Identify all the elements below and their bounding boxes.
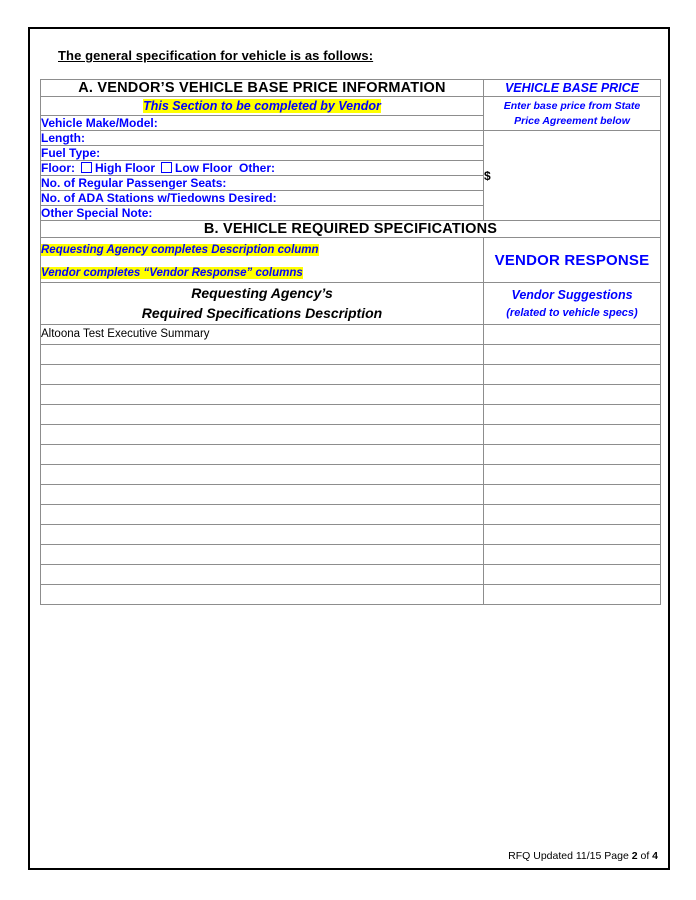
spec-description-cell[interactable]	[41, 444, 484, 464]
table-row	[41, 424, 661, 444]
spec-description-cell[interactable]	[41, 364, 484, 384]
spec-description-cell[interactable]	[41, 484, 484, 504]
label-low-floor: Low Floor	[175, 161, 233, 175]
vendor-response-cell[interactable]	[484, 564, 661, 584]
table-row	[41, 324, 661, 344]
footer-prefix: RFQ Updated 11/15 Page	[508, 850, 632, 862]
vendor-suggestions-column-header	[484, 283, 661, 325]
instruction-line-2: Vendor completes “Vendor Response” columns	[41, 267, 303, 279]
spec-description-cell[interactable]	[41, 504, 484, 524]
page-footer	[508, 850, 658, 862]
spec-description-cell[interactable]	[41, 464, 484, 484]
price-instruction-line-1: Enter base price from State	[503, 100, 641, 113]
vendor-response-cell[interactable]	[484, 324, 661, 344]
vendor-response-cell[interactable]	[484, 344, 661, 364]
table-row	[41, 564, 661, 584]
label-length[interactable]: Length:	[41, 131, 484, 146]
floor-options-cell	[41, 161, 484, 176]
spec-description-cell[interactable]	[41, 344, 484, 364]
description-column-header	[41, 283, 484, 325]
table-row	[41, 344, 661, 364]
label-fuel-type[interactable]: Fuel Type:	[41, 146, 484, 161]
instruction-line-1-wrap	[41, 240, 483, 258]
vendor-response-cell[interactable]	[484, 404, 661, 424]
section-b-instruction-row	[41, 238, 661, 283]
description-header-line-2: Required Specifications Description	[141, 305, 383, 322]
base-price-entry-cell[interactable]	[484, 131, 661, 221]
spec-description-cell[interactable]	[41, 404, 484, 424]
vendor-response-cell[interactable]	[484, 544, 661, 564]
footer-page-number: 2	[631, 850, 638, 862]
vendor-note-cell	[41, 97, 484, 116]
spec-description-cell[interactable]	[41, 584, 484, 604]
section-b-title: B. VEHICLE REQUIRED SPECIFICATIONS	[41, 221, 661, 238]
instruction-line-1: Requesting Agency completes Description column	[41, 244, 319, 256]
table-row	[41, 584, 661, 604]
label-ada-stations[interactable]: No. of ADA Stations w/Tiedowns Desired:	[41, 191, 484, 206]
price-instruction-line-2: Price Agreement below	[514, 114, 630, 127]
vendor-suggestions-title: Vendor Suggestions	[511, 287, 633, 302]
table-row	[41, 384, 661, 404]
footer-middle: of	[637, 850, 653, 862]
vendor-response-cell[interactable]	[484, 584, 661, 604]
instruction-line-2-wrap	[41, 263, 483, 281]
document-page	[28, 27, 670, 870]
vehicle-base-price-title: VEHICLE BASE PRICE	[484, 80, 661, 97]
spec-description-cell[interactable]	[41, 564, 484, 584]
checkbox-low-floor[interactable]	[161, 162, 172, 173]
vendor-response-cell[interactable]	[484, 504, 661, 524]
section-b-column-header-row	[41, 283, 661, 325]
vendor-response-cell[interactable]	[484, 484, 661, 504]
table-row	[41, 444, 661, 464]
price-instruction-cell	[484, 97, 661, 131]
footer-total-pages: 4	[652, 850, 658, 862]
vendor-response-cell[interactable]	[484, 364, 661, 384]
label-high-floor: High Floor	[95, 161, 155, 175]
section-b-instructions-cell	[41, 238, 484, 283]
spec-description-cell[interactable]: Altoona Test Executive Summary	[41, 324, 484, 344]
vendor-response-cell[interactable]	[484, 464, 661, 484]
spec-description-cell[interactable]	[41, 524, 484, 544]
label-other-special-note[interactable]: Other Special Note:	[41, 206, 484, 221]
table-row	[41, 524, 661, 544]
section-b-heading-row	[41, 221, 661, 238]
table-row	[41, 364, 661, 384]
vendor-response-cell[interactable]	[484, 524, 661, 544]
description-header-line-1: Requesting Agency’s	[191, 285, 333, 301]
spec-description-cell[interactable]	[41, 384, 484, 404]
label-vehicle-make-model[interactable]: Vehicle Make/Model:	[41, 116, 484, 131]
label-regular-passenger-seats[interactable]: No. of Regular Passenger Seats:	[41, 176, 484, 191]
vendor-response-cell[interactable]	[484, 384, 661, 404]
field-row-length	[41, 131, 661, 146]
vendor-response-heading: VENDOR RESPONSE	[484, 238, 661, 283]
section-a-heading-row	[41, 80, 661, 97]
section-a-title: A. VENDOR’S VEHICLE BASE PRICE INFORMATION	[41, 80, 484, 97]
dollar-sign: $	[484, 168, 491, 183]
spec-description-cell[interactable]	[41, 424, 484, 444]
table-row	[41, 464, 661, 484]
checkbox-high-floor[interactable]	[81, 162, 92, 173]
spec-description-cell[interactable]	[41, 544, 484, 564]
intro-statement: The general specification for vehicle is as follows:	[58, 48, 374, 63]
table-row	[41, 504, 661, 524]
vendor-response-cell[interactable]	[484, 444, 661, 464]
vendor-suggestions-subtitle: (related to vehicle specs)	[506, 306, 638, 319]
table-row	[41, 404, 661, 424]
label-floor: Floor:	[41, 161, 75, 175]
vendor-response-cell[interactable]	[484, 424, 661, 444]
table-row	[41, 484, 661, 504]
table-row	[41, 544, 661, 564]
vendor-note-highlight: This Section to be completed by Vendor	[143, 99, 381, 113]
label-floor-other[interactable]: Other:	[239, 161, 275, 175]
vendor-note-row	[41, 97, 661, 116]
specification-table	[40, 79, 661, 605]
